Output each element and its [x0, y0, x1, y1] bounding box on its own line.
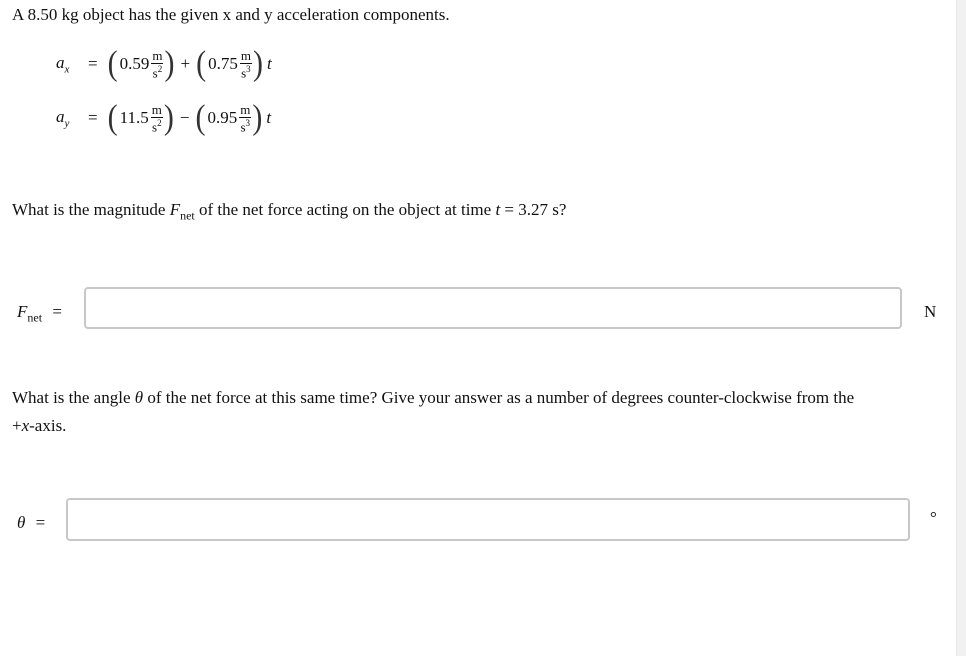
unit-m-per-s3: $\frac{m}{s^3}$	[240, 101, 251, 135]
equation-ax	[56, 42, 272, 86]
open-paren: (	[196, 44, 207, 83]
equals-sign: =	[88, 108, 98, 127]
ax-symbol: $a_x$	[56, 52, 70, 76]
ax-coefficient-2: 0.75	[208, 54, 238, 73]
problem-intro	[12, 5, 450, 25]
newton-unit: N	[924, 302, 937, 321]
ay-symbol: $a_y$	[56, 106, 70, 130]
fnet-answer-input[interactable]	[84, 287, 902, 329]
ay-coefficient-1: 11.5	[119, 108, 149, 127]
close-paren: )	[252, 98, 263, 137]
question-magnitude: What is the magnitude $F_{net}$ of the net force acting on the object at time t = 3.27 s?	[12, 200, 567, 223]
ax-coefficient-1: 0.59	[119, 54, 150, 73]
scrollbar-track[interactable]	[956, 0, 966, 656]
fnet-label: $F_{net}$ =	[17, 302, 62, 325]
operator-plus: +	[180, 54, 191, 73]
theta-answer-input[interactable]	[66, 498, 910, 541]
question-angle: What is the angle θ of the net force at this same time? Give your answer as a number of degrees counter-clockwise from the +x-axis.	[12, 388, 855, 435]
time-variable: t	[266, 108, 272, 127]
degree-unit: °	[930, 508, 937, 527]
unit-m-per-s2: $\frac{m}{s^2}$	[151, 101, 162, 135]
open-paren: (	[107, 44, 118, 83]
close-paren: )	[163, 98, 174, 137]
close-paren: )	[252, 44, 263, 83]
time-variable: t	[266, 54, 272, 73]
unit-m-per-s2: $\frac{m}{s^2}$	[152, 47, 163, 81]
equation-ay	[56, 96, 271, 140]
theta-label: θ =	[17, 513, 46, 532]
open-paren: (	[107, 98, 118, 137]
intro-text: A 8.50 kg object has the given x and y acceleration components.	[12, 5, 450, 24]
operator-minus: −	[179, 108, 190, 127]
unit-m-per-s3: $\frac{m}{s^3}$	[240, 47, 251, 81]
open-paren: (	[195, 98, 206, 137]
close-paren: )	[164, 44, 175, 83]
ay-coefficient-2: 0.95	[207, 108, 238, 127]
equals-sign: =	[88, 54, 98, 73]
